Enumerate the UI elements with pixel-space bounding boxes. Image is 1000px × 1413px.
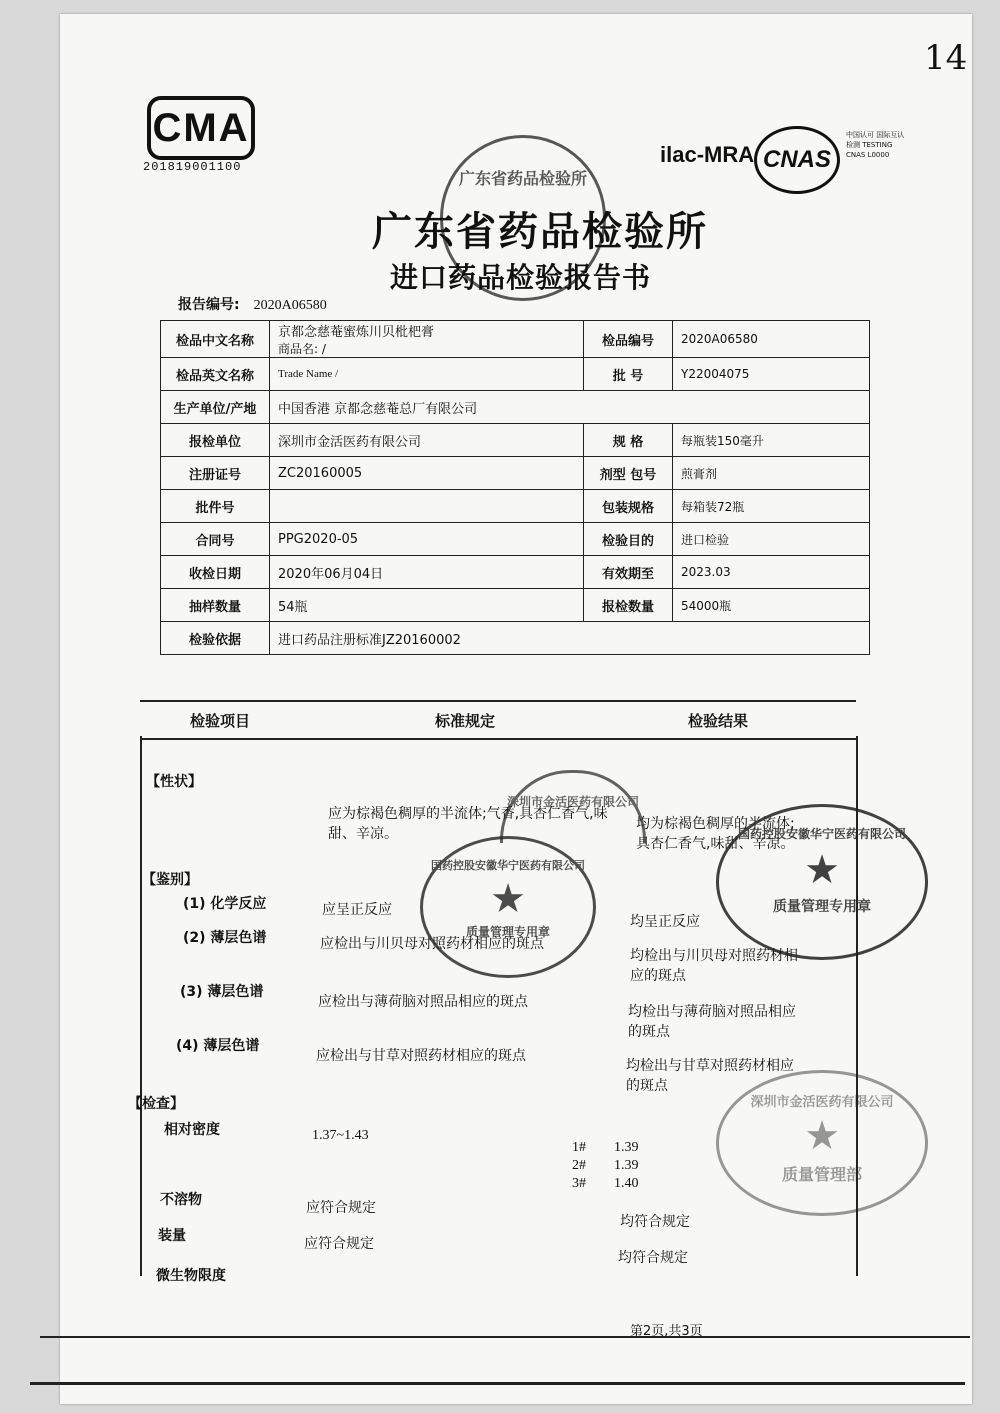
trade-name-cn: /: [321, 342, 326, 356]
insoluble-item: 不溶物: [160, 1192, 202, 1208]
sample-no-label: 检品编号: [584, 321, 673, 358]
applicant-label: 报检单位: [161, 424, 270, 457]
ident1-result: 均呈正反应: [630, 914, 700, 930]
density-result-no: 2#: [572, 1158, 586, 1173]
sample-qty-label: 抽样数量: [161, 589, 270, 622]
ident3-result: 均检出与薄荷脑对照品相应的斑点: [628, 1004, 796, 1040]
quality-seal-bottom: [716, 1070, 928, 1216]
test-purpose-label: 检验目的: [584, 523, 673, 556]
bottom-rule: [40, 1336, 970, 1338]
density-result-row: [572, 1138, 639, 1158]
star-icon: ★: [804, 1113, 840, 1159]
microbe-item: 微生物限度: [156, 1268, 226, 1284]
col-standard: 标准规定: [435, 712, 496, 730]
dosage-label: 剂型 包号: [584, 457, 673, 490]
expiry-label: 有效期至: [584, 556, 673, 589]
trade-name-en-label: Trade Name: [278, 368, 333, 380]
applicant-value: 深圳市金活医药有限公司: [270, 424, 584, 457]
handwritten-page-number: 14: [924, 38, 968, 78]
quality-seal-right-text: 质量管理专用章: [773, 899, 871, 915]
results-header: [140, 700, 856, 740]
check-section: 【检查】: [128, 1096, 184, 1112]
filling-item: 装量: [158, 1228, 186, 1244]
expiry-value: 2023.03: [673, 556, 870, 589]
quality-seal-bottom-text: 质量管理部: [781, 1165, 862, 1184]
ident3-standard: 应检出与薄荷脑对照品相应的斑点: [318, 994, 528, 1010]
institution-name: 广东省药品检验所: [372, 208, 708, 255]
trade-name-en-cell: [270, 358, 584, 391]
batch-label: 批 号: [584, 358, 673, 391]
col-item: 检验项目: [190, 712, 251, 730]
filling-result: 均符合规定: [618, 1250, 688, 1266]
receive-date-label: 收检日期: [161, 556, 270, 589]
appearance-result: 均为棕褐色稠厚的半流体;具杏仁香气,味甜、辛凉。: [636, 816, 795, 852]
ident2-standard: 应检出与川贝母对照药材相应的斑点: [320, 936, 544, 952]
quality-seal-right-company: 国药控股安徽华宁医药有限公司: [737, 827, 906, 841]
identification-section: 【鉴别】: [142, 872, 198, 888]
report-number-line: [178, 294, 327, 314]
density-result-row: [572, 1156, 639, 1176]
density-result-no: 1#: [572, 1140, 586, 1155]
cnas-caption: 中国认可 国际互认 检测 TESTING CNAS L0000: [846, 131, 905, 159]
trade-name-cn-label: 商品名:: [278, 342, 319, 356]
sample-info-table: [160, 320, 870, 655]
appearance-standard: 应为棕褐色稠厚的半流体;气香,具杏仁香气,味甜、辛凉。: [328, 806, 608, 842]
basis-label: 检验依据: [161, 622, 270, 655]
ident3-item: (3) 薄层色谱: [180, 984, 264, 1000]
dosage-value: 煎膏剂: [673, 457, 870, 490]
quality-seal-middle-company: 国药控股安徽华宁医药有限公司: [431, 859, 585, 872]
contract-value: PPG2020-05: [270, 523, 584, 556]
producer-value: 中国香港 京都念慈菴总厂有限公司: [270, 391, 870, 424]
sample-no: 2020A06580: [673, 321, 870, 358]
star-icon: ★: [490, 876, 526, 922]
en-name-label: 检品英文名称: [161, 358, 270, 391]
basis-value: 进口药品注册标准JZ20160002: [270, 622, 870, 655]
cnas-logo: CNAS: [754, 126, 840, 194]
spec-value: 每瓶装150毫升: [673, 424, 870, 457]
package-label: 包装规格: [584, 490, 673, 523]
receive-date-value: 2020年06月04日: [270, 556, 584, 589]
report-number-label: 报告编号:: [178, 297, 240, 313]
package-value: 每箱装72瓶: [673, 490, 870, 523]
filling-standard: 应符合规定: [304, 1236, 374, 1252]
declared-qty-value: 54000瓶: [673, 589, 870, 622]
institution-seal-text: 广东省药品检验所: [458, 169, 587, 188]
cn-name: 京都念慈菴蜜炼川贝枇杷膏: [278, 325, 435, 340]
declared-qty-label: 报检数量: [584, 589, 673, 622]
density-result-row: [572, 1174, 639, 1194]
quality-seal-middle-text: 质量管理专用章: [465, 925, 550, 939]
footer-rule: [30, 1382, 965, 1385]
report-number: 2020A06580: [253, 298, 327, 313]
reg-no-value: ZC20160005: [270, 457, 584, 490]
ident4-item: (4) 薄层色谱: [176, 1038, 260, 1054]
quality-seal-bottom-company: 深圳市金活医药有限公司: [750, 1095, 894, 1110]
reg-no-label: 注册证号: [161, 457, 270, 490]
approval-label: 批件号: [161, 490, 270, 523]
ident4-result: 均检出与甘草对照药材相应的斑点: [626, 1058, 794, 1094]
page-indicator: 第2页,共3页: [630, 1324, 703, 1339]
ident1-standard: 应呈正反应: [322, 902, 392, 918]
producer-label: 生产单位/产地: [161, 391, 270, 424]
density-standard: 1.37~1.43: [312, 1128, 369, 1143]
insoluble-standard: 应符合规定: [306, 1200, 376, 1216]
insoluble-result: 均符合规定: [620, 1214, 690, 1230]
sample-qty-value: 54瓶: [270, 589, 584, 622]
density-result-value: 1.39: [614, 1140, 639, 1155]
batch-value: Y22004075: [673, 358, 870, 391]
ident2-result: 均检出与川贝母对照药材相应的斑点: [630, 948, 798, 984]
density-result-value: 1.39: [614, 1158, 639, 1173]
trade-name-en: /: [335, 368, 339, 380]
spec-label: 规 格: [584, 424, 673, 457]
report-title: 进口药品检验报告书: [390, 261, 652, 294]
ilac-mra-logo: ilac-MRA: [660, 142, 755, 167]
col-result: 检验结果: [688, 712, 749, 730]
partial-company-seal-text: 深圳市金活医药有限公司: [506, 795, 639, 809]
approval-value: [270, 490, 584, 523]
cn-name-cell: [270, 321, 584, 358]
cma-logo: CMA: [147, 96, 255, 160]
appearance-section: 【性状】: [146, 774, 202, 790]
quality-seal-middle: [420, 836, 596, 978]
density-result-no: 3#: [572, 1176, 586, 1191]
ident4-standard: 应检出与甘草对照药材相应的斑点: [316, 1048, 526, 1064]
star-icon: ★: [804, 847, 840, 893]
cn-name-label: 检品中文名称: [161, 321, 270, 358]
test-purpose-value: 进口检验: [673, 523, 870, 556]
quality-seal-right: [716, 804, 928, 960]
contract-label: 合同号: [161, 523, 270, 556]
ident2-item: (2) 薄层色谱: [183, 930, 267, 946]
density-item: 相对密度: [164, 1122, 220, 1138]
ident1-item: (1) 化学反应: [183, 896, 267, 912]
density-result-value: 1.40: [614, 1176, 639, 1191]
cma-number: 201819001100: [143, 160, 242, 174]
